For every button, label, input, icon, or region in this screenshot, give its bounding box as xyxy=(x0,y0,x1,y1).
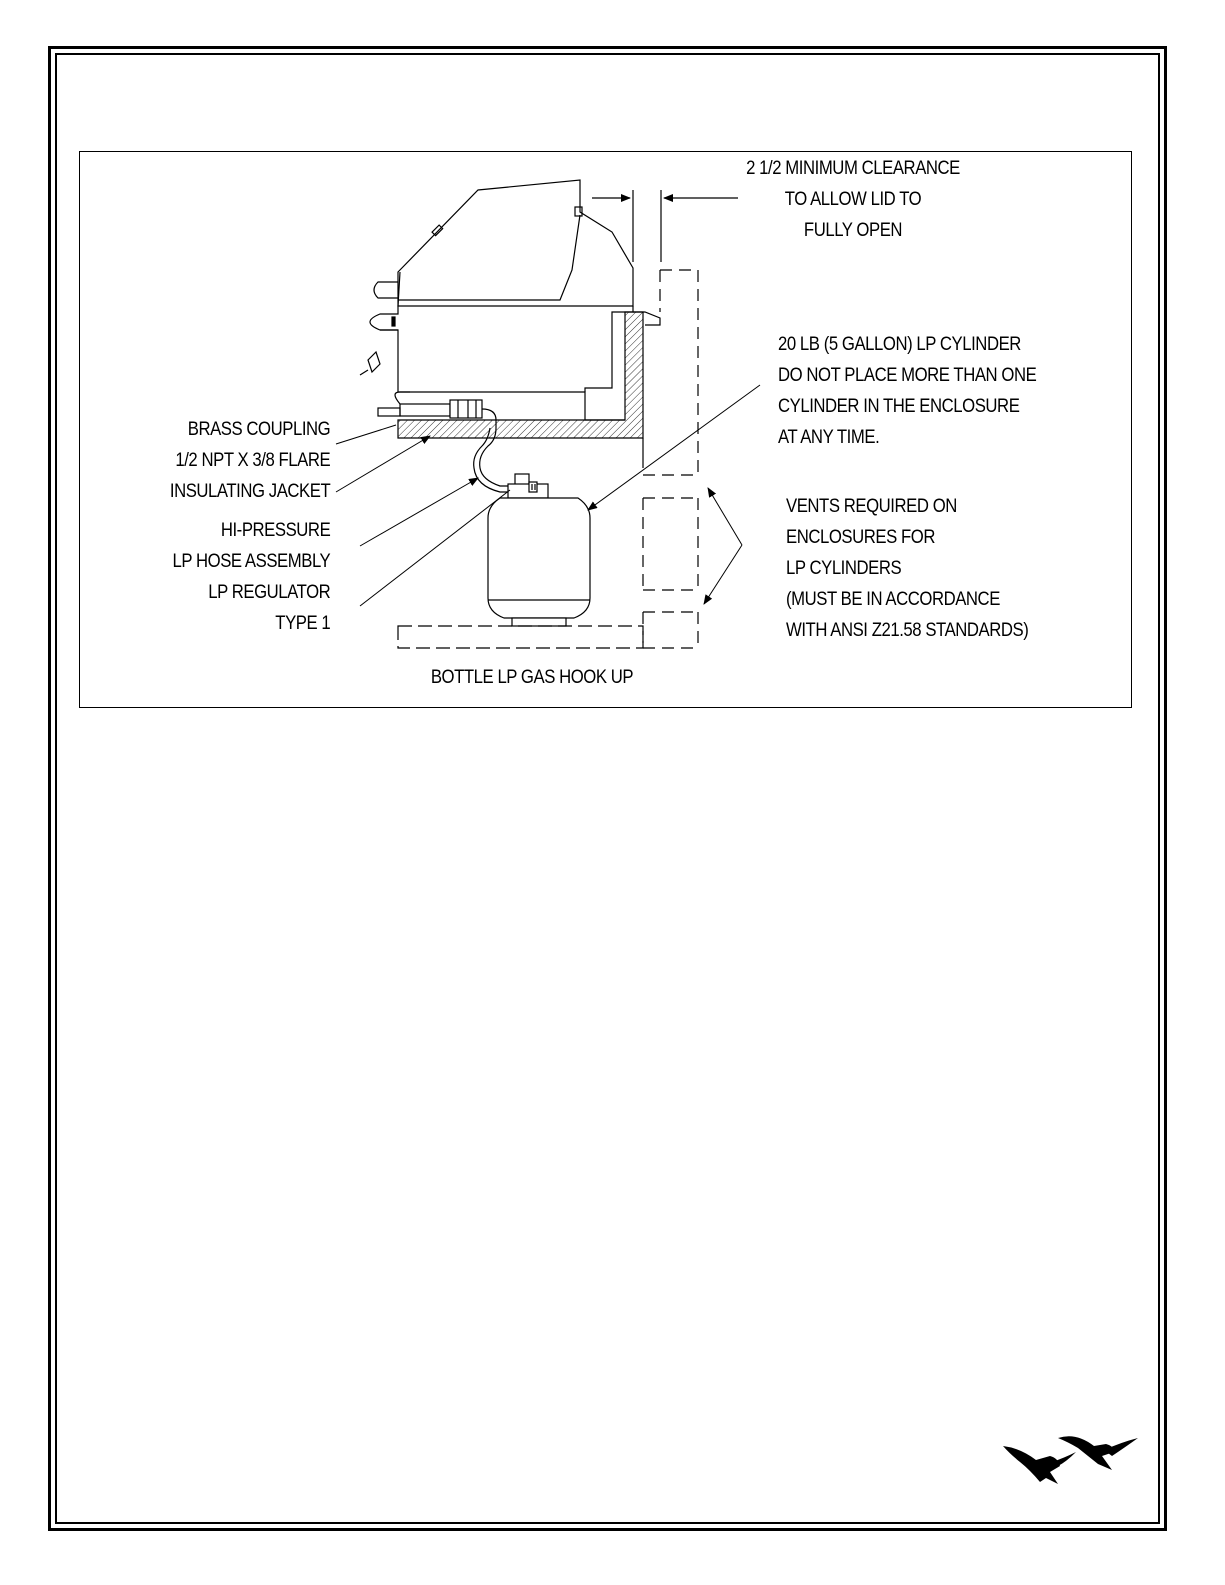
brass-coupling-line-2: 1/2 NPT X 3/8 FLARE xyxy=(175,450,330,471)
vents-line-3: LP CYLINDERS xyxy=(786,558,902,579)
enclosure-walls xyxy=(643,270,698,648)
counter-top xyxy=(398,312,643,456)
vents-line-4: (MUST BE IN ACCORDANCE xyxy=(786,589,1000,610)
cylinder-line-4: AT ANY TIME. xyxy=(778,427,880,448)
hose-line-2: LP HOSE ASSEMBLY xyxy=(172,551,330,572)
cylinder-line-2: DO NOT PLACE MORE THAN ONE xyxy=(778,365,1037,386)
regulator-line-1: LP REGULATOR xyxy=(207,582,330,603)
cylinder-line-3: CYLINDER IN THE ENCLOSURE xyxy=(778,396,1020,417)
insulating-jacket-label: INSULATING JACKET xyxy=(169,481,330,502)
clearance-line-1: 2 1/2 MINIMUM CLEARANCE xyxy=(746,158,960,179)
diagram-title xyxy=(400,662,664,693)
cylinder-line-1: 20 LB (5 GALLON) LP CYLINDER xyxy=(778,334,1021,355)
diagram-title-text: BOTTLE LP GAS HOOK UP xyxy=(430,667,634,688)
enclosure-floor xyxy=(398,626,643,648)
brass-coupling-line-1: BRASS COUPLING xyxy=(187,419,330,440)
grill-body xyxy=(360,306,660,420)
clearance-dimension xyxy=(592,190,738,262)
clearance-note xyxy=(743,153,963,246)
vents-line-2: ENCLOSURES FOR xyxy=(786,527,935,548)
brass-coupling-label xyxy=(170,414,330,507)
regulator-line-2: TYPE 1 xyxy=(275,613,330,634)
vents-note xyxy=(786,491,1028,646)
hose-label xyxy=(172,515,330,639)
vents-line-5: WITH ANSI Z21.58 STANDARDS) xyxy=(786,620,1029,641)
vents-line-1: VENTS REQUIRED ON xyxy=(786,496,957,517)
cylinder-note xyxy=(778,329,1036,453)
eagles-logo-icon xyxy=(1003,1436,1138,1484)
hose-line-1: HI-PRESSURE xyxy=(220,520,330,541)
clearance-line-2: TO ALLOW LID TO xyxy=(784,189,922,210)
clearance-line-3: FULLY OPEN xyxy=(803,220,903,241)
grill-lid xyxy=(374,180,633,306)
lp-cylinder xyxy=(488,474,590,626)
